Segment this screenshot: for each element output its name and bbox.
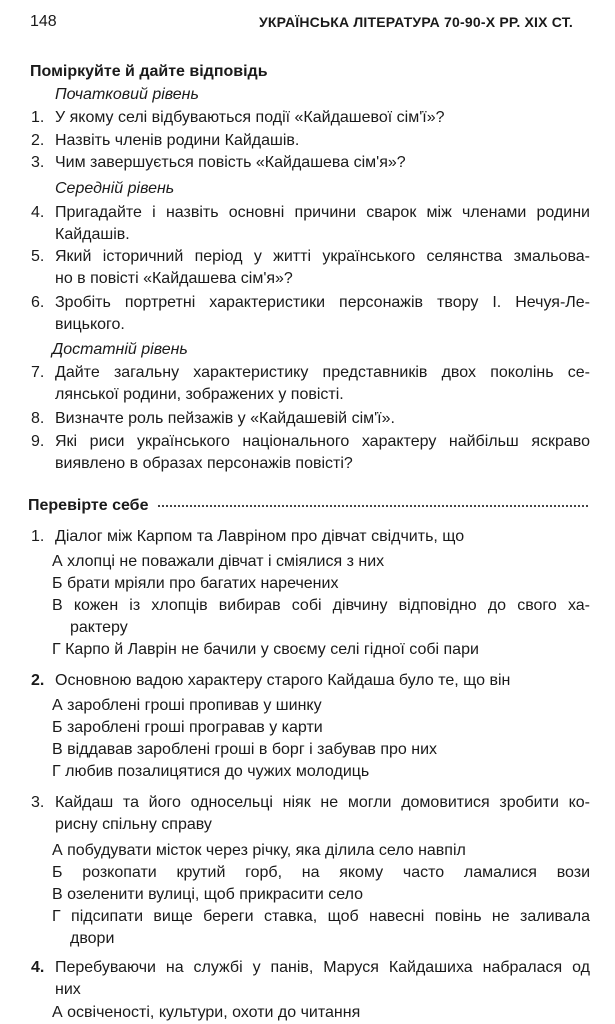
answer-option: Б зароблені гроші програвав у карти xyxy=(52,719,323,736)
running-title: УКРАЇНСЬКА ЛІТЕРАТУРА 70-90-Х РР. XIX СТ. xyxy=(259,14,573,30)
q-number: 5. xyxy=(31,248,45,265)
dotted-divider xyxy=(158,497,588,507)
section-title: Перевірте себе xyxy=(28,497,149,514)
answer-option: А побудувати місток через річку, яка ділила село навпіл xyxy=(52,842,466,859)
question-9 xyxy=(31,432,590,452)
section-title: Поміркуйте й дайте відповідь xyxy=(30,63,268,80)
answer-option: А хлопці не поважали дівчат і сміялися з них xyxy=(52,553,385,570)
q-number: 2. xyxy=(31,672,45,689)
q-number: 8. xyxy=(31,410,45,427)
q-text-cont: них xyxy=(55,981,81,998)
q-text: Які риси українського національного характеру найбільш яскраво xyxy=(55,433,590,450)
question-7 xyxy=(31,363,590,383)
q-number: 7. xyxy=(31,364,45,381)
q-number: 3. xyxy=(31,794,45,811)
q-text-cont: вицького. xyxy=(55,316,125,333)
answer-option: Б розкопати крутий горб, на якому часто ламалися вози xyxy=(52,864,590,881)
q-number: 3. xyxy=(31,154,45,171)
answer-option-cont: рактеру xyxy=(70,619,128,636)
question-3 xyxy=(31,153,406,173)
q-text: Визначте роль пейзажів у «Кайдашевій сім'ї». xyxy=(55,410,395,427)
q-text: Кайдаш та його односельці ніяк не могли домовитися зробити ко- xyxy=(55,794,590,811)
question-8 xyxy=(31,409,395,429)
test-question-4 xyxy=(31,958,590,978)
q-text: Дайте загальну характеристику представників двох поколінь се- xyxy=(55,364,590,381)
q-text: Діалог між Карпом та Лавріном про дівчат свідчить, що xyxy=(55,528,465,545)
test-question-2 xyxy=(31,671,511,691)
q-text: Назвіть членів родини Кайдашів. xyxy=(55,132,300,149)
answer-option: В озеленити вулиці, щоб прикрасити село xyxy=(52,886,363,903)
q-text: Пригадайте і назвіть основні причини сварок між членами родини xyxy=(55,204,590,221)
question-5 xyxy=(31,247,590,267)
answer-option: Г любив позалицятися до чужих молодиць xyxy=(52,763,370,780)
q-text: Зробіть портретні характеристики персонажів твору І. Нечуя-Ле- xyxy=(55,294,590,311)
q-number: 2. xyxy=(31,132,45,149)
answer-option: А освіченості, культури, охоти до читання xyxy=(52,1004,361,1021)
answer-option: В кожен із хлопців вибирав собі дівчину відповідно до свого ха- xyxy=(52,597,590,614)
answer-option: Б брати мріяли про багатих наречених xyxy=(52,575,339,592)
page-number: 148 xyxy=(30,13,57,30)
level-label: Початковий рівень xyxy=(55,86,199,103)
q-number: 6. xyxy=(31,294,45,311)
q-text-cont: виявлено в образах персонажів повісті? xyxy=(55,455,353,472)
question-2 xyxy=(31,131,300,151)
test-question-1 xyxy=(31,527,465,547)
level-label: Середній рівень xyxy=(55,180,175,197)
test-question-3 xyxy=(31,793,590,813)
q-text: Основною вадою характеру старого Кайдаша було те, що він xyxy=(55,672,511,689)
answer-option: Г підсипати вище береги ставка, щоб навесні повінь не заливала xyxy=(52,908,590,925)
q-text: Який історичний період у житті українського селянства змальова- xyxy=(55,248,590,265)
question-1 xyxy=(31,108,445,128)
answer-option: Г Карпо й Лаврін не бачили у своєму селі гідної собі пари xyxy=(52,641,479,658)
q-text: У якому селі відбуваються події «Кайдашевої сім'ї»? xyxy=(55,109,445,126)
answer-option-cont: двори xyxy=(70,930,115,947)
question-4 xyxy=(31,203,590,223)
q-text-cont: лянської родини, зображених у повісті. xyxy=(55,386,344,403)
q-number: 9. xyxy=(31,433,45,450)
question-6 xyxy=(31,293,590,313)
q-text: Чим завершується повість «Кайдашева сім'я»? xyxy=(55,154,406,171)
q-number: 4. xyxy=(31,959,45,976)
q-text-cont: но в повісті «Кайдашева сім'я»? xyxy=(55,270,293,287)
level-label: Достатній рівень xyxy=(52,341,188,358)
q-number: 4. xyxy=(31,204,45,221)
answer-option: В віддавав зароблені гроші в борг і забував про них xyxy=(52,741,437,758)
q-text-cont: Кайдашів. xyxy=(55,226,130,243)
q-text: Перебуваючи на службі у панів, Маруся Кайдашиха набралася од xyxy=(55,959,590,976)
q-text-cont: рисну спільну справу xyxy=(55,816,212,833)
answer-option: А зароблені гроші пропивав у шинку xyxy=(52,697,322,714)
q-number: 1. xyxy=(31,109,45,126)
q-number: 1. xyxy=(31,528,45,545)
